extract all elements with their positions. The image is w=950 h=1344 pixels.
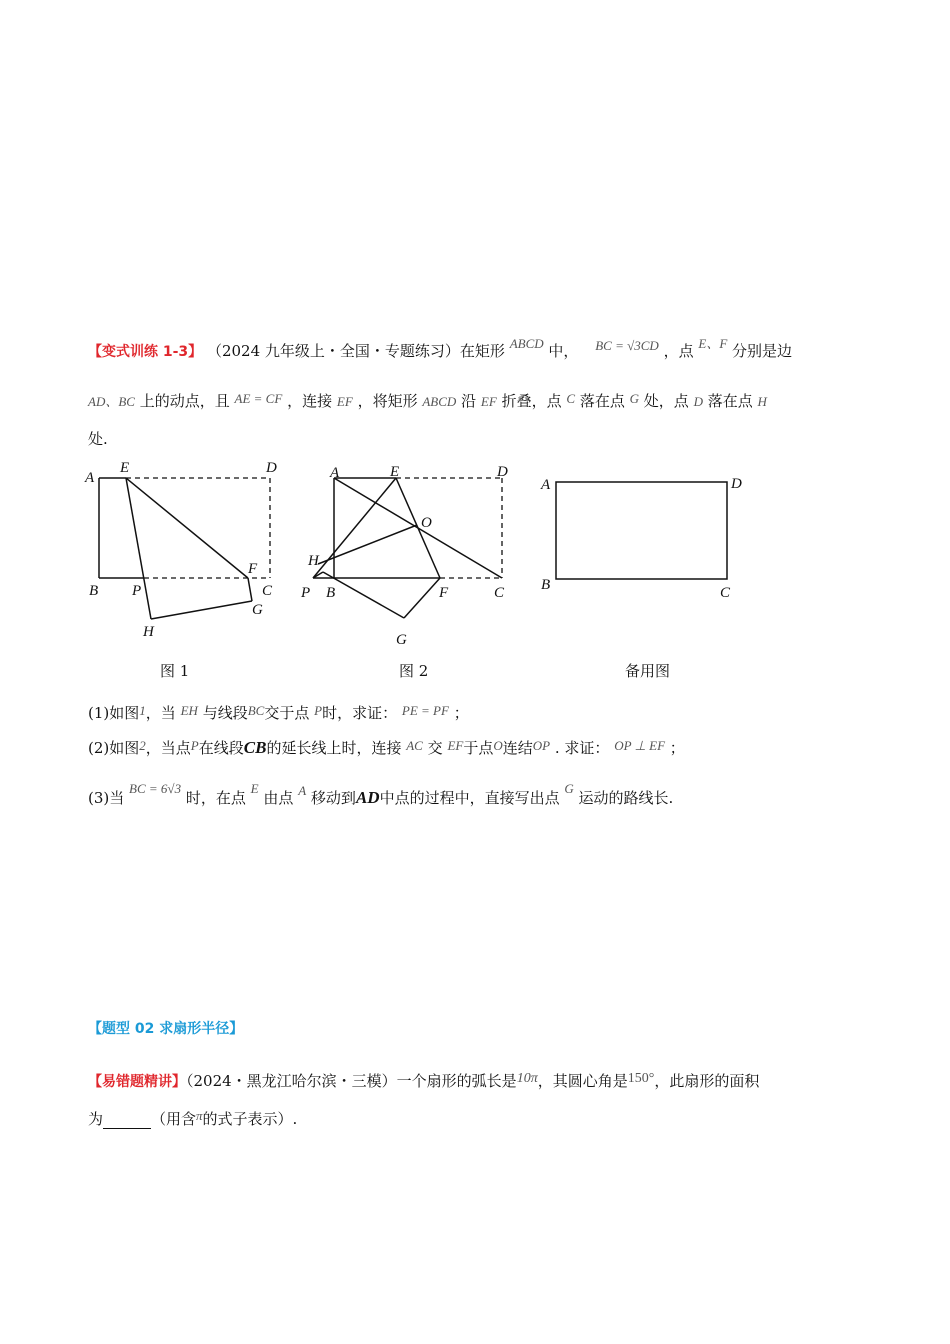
cb: CB [243,738,267,757]
point-p: P [314,703,323,718]
point-e: E [250,781,259,796]
text-fragment: ，此扇形的面积 [654,1072,760,1090]
point-c: C [566,391,576,406]
figure-1 [80,455,300,645]
fig-ref: 2 [139,738,146,753]
text-fragment: 交于点 [264,704,310,722]
q-num: (2) [88,739,110,757]
answer-blank[interactable] [103,1114,151,1129]
bc: BC [247,703,265,718]
text-fragment: 落在点 [579,392,625,410]
label-f: F [439,585,449,601]
section-title: 【题型 02 求扇形半径】 [88,1021,244,1037]
central-angle: 150° [627,1071,655,1086]
op: OP [532,738,551,753]
label-g: G [396,632,407,648]
claim: OP ⊥ EF [614,738,666,753]
point-d: D [693,394,703,409]
ae-cf: AE = CF [234,391,283,406]
question-2 [88,737,685,758]
label-d: D [266,460,277,476]
label-g: G [252,602,263,618]
label-h: H [143,624,154,640]
text-fragment: 中点的过程中，直接写出点 [379,789,560,807]
label-d: D [731,476,742,492]
text-fragment: 上的动点，且 [139,392,230,410]
text-fragment: ，将矩形 [357,392,418,410]
label-f: F [248,561,258,577]
text-fragment: 的延长线上时，连接 [266,739,402,757]
point-h: H [757,394,767,409]
figure-3 [530,460,760,610]
text-fragment: ； [453,704,469,722]
problem-tag: 【易错题精讲】 [88,1074,186,1090]
label-c: C [494,585,505,601]
label-d: D [497,464,508,480]
segment-ef [126,478,248,578]
bc-relation: BC = √3CD [595,338,659,353]
q-num: (1) [88,704,110,722]
text-fragment: 由点 [263,789,294,807]
text-fragment: 为 [88,1110,104,1128]
segment-gf [248,578,252,601]
problem1-line1 [88,336,793,361]
segment-ef [396,478,440,578]
problem2-line1 [88,1070,759,1091]
claim: PE = PF [401,703,449,718]
caption-fig2: 图 2 [399,662,429,680]
question-3 [88,781,674,808]
point-p: P [190,738,199,753]
ac: AC [406,738,423,753]
text-fragment: ，当 [145,704,176,722]
problem-source: （2024 九年级上・全国・专题练习）在矩形 [206,342,505,360]
label-e: E [120,460,130,476]
ef: EF [480,394,497,409]
question-1 [88,702,469,723]
label-o: O [421,515,432,531]
text-fragment: 如图 [109,704,140,722]
point-o: O [493,738,503,753]
segment-hg [151,601,252,619]
text-fragment: 落在点 [707,392,753,410]
text-fragment: 于点 [463,739,494,757]
text-fragment: 当 [109,789,125,807]
ad-bc: AD、BC [88,394,135,409]
text-fragment: 移动到 [310,789,356,807]
point-g: G [564,781,574,796]
problem2-line2 [88,1108,297,1129]
rectangle-abcd [556,482,727,579]
text-fragment: 如图 [109,739,140,757]
problem-source: （2024・黑龙江哈尔滨・三模）一个扇形的弧长是 [186,1072,517,1090]
text-fragment: ，连接 [287,392,333,410]
text-fragment: . 求证： [554,739,610,757]
text-fragment: 处，点 [643,392,689,410]
label-e: E [390,464,400,480]
q-num: (3) [88,789,110,807]
text-fragment: 交 [427,739,443,757]
text-fragment: 时，在点 [185,789,246,807]
label-b: B [326,585,336,601]
text-fragment: ； [669,739,685,757]
label-p: P [301,585,311,601]
label-a: A [541,477,551,493]
text-fragment: ，其圆心角是 [537,1072,628,1090]
bc-condition: BC = 6√3 [129,781,182,796]
text-fragment: ，点 [663,342,694,360]
rect-name: ABCD [422,394,457,409]
point-g: G [629,391,639,406]
label-c: C [262,583,273,599]
problem-tag: 【变式训练 1-3】 [88,344,203,360]
ef: EF [447,738,464,753]
point-a: A [298,783,307,798]
pi-symbol: π [196,1108,203,1123]
fig-ref: 1 [139,703,146,718]
ef: EF [336,394,353,409]
text-fragment: 沿 [461,392,477,410]
problem1-line2 [88,390,767,411]
problem1-line3: 处. [88,430,108,448]
segment-ho [318,525,417,564]
segment-ep [313,478,396,578]
arc-length: 10π [516,1071,538,1086]
label-a: A [85,470,95,486]
text-fragment: 分别是边 [732,342,793,360]
label-b: B [541,577,551,593]
text-fragment: 与线段 [202,704,248,722]
text-fragment: 在线段 [198,739,244,757]
caption-fig3: 备用图 [625,662,671,680]
rect-name: ABCD [509,336,544,351]
caption-fig1: 图 1 [160,662,190,680]
text-fragment: 运动的路线长. [578,789,674,807]
text-fragment: ，当点 [145,739,191,757]
ef-points: E、F [698,336,728,351]
text-fragment: 中， [548,342,579,360]
label-p: P [132,583,142,599]
figure-2 [295,455,525,655]
label-a: A [330,465,340,481]
eh: EH [180,703,198,718]
text-fragment: 连结 [502,739,533,757]
label-b: B [89,583,99,599]
label-h: H [308,553,319,569]
text-fragment: 的式子表示）. [202,1110,298,1128]
text-fragment: （用含 [151,1110,197,1128]
segment-fg [404,578,440,618]
label-c: C [720,585,731,601]
text-fragment: 时，求证： [322,704,398,722]
ad: AD [355,788,380,807]
text-fragment: 折叠，点 [501,392,562,410]
